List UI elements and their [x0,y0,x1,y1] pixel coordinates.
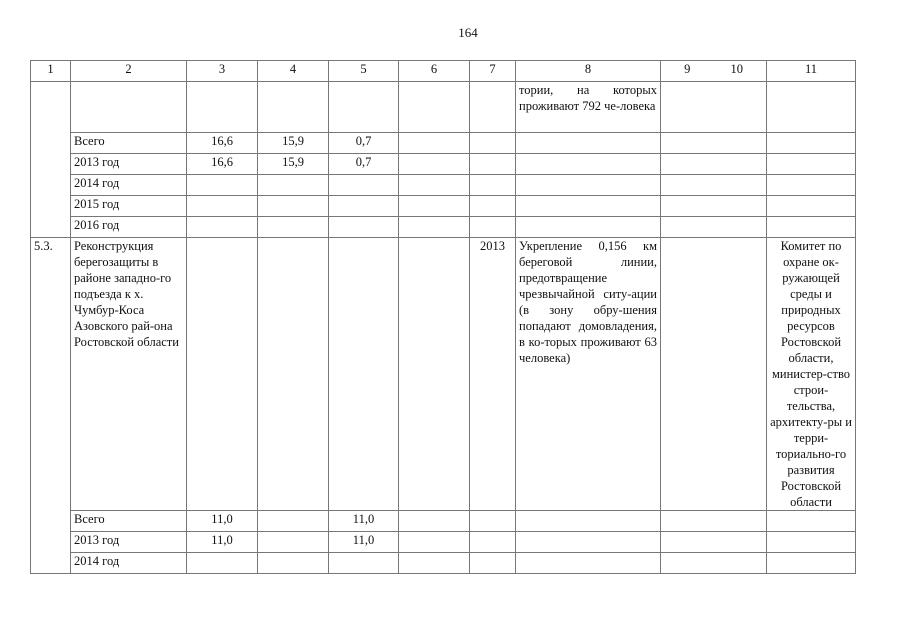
header-cell: 10 [730,62,743,76]
value-cell: 11,0 [187,532,258,553]
header-cell: 4 [258,61,329,82]
table-row [31,196,856,217]
value-cell [187,196,258,217]
row-label: 2014 год [71,553,187,574]
value-cell: 16,6 [187,133,258,154]
row-label: 2013 год [71,154,187,175]
header-cell: 5 [329,61,399,82]
value-cell: 11,0 [329,532,399,553]
header-cell: 3 [187,61,258,82]
row-label: Всего [71,511,187,532]
value-cell: 0,7 [329,154,399,175]
value-cell: 15,9 [258,154,329,175]
row-label: Всего [71,133,187,154]
value-cell [329,175,399,196]
table-row [31,532,856,553]
value-cell [187,217,258,238]
row-label: 2014 год [71,175,187,196]
row-label: 2016 год [71,217,187,238]
continuation-num-cell [31,82,71,238]
header-cell: 6 [399,61,470,82]
value-cell [258,196,329,217]
table-row [31,154,856,175]
item-executor: Комитет по охране ок-ружающей среды и природных ресурсов Ростовской области, министер-ство строи-тельства, архитекту-ры и терри-ториально-го развития Ростовской области [767,238,856,511]
value-cell: 11,0 [187,511,258,532]
header-cell: 9 [684,62,691,76]
header-cell: 11 [767,61,856,82]
value-cell [329,553,399,574]
item-name: Реконструкция берегозащиты в районе западно-го подъезда к х. Чумбур-Коса Азовского рай-она Ростовской области [71,238,187,511]
row-label: 2013 год [71,532,187,553]
header-cell: 8 [516,61,661,82]
value-cell: 16,6 [187,154,258,175]
continuation-row [31,82,856,133]
value-cell [329,217,399,238]
header-cell-9-10 [661,61,767,82]
table-row [31,175,856,196]
item-year: 2013 [470,238,516,511]
item-number: 5.3. [31,238,71,574]
value-cell: 0,7 [329,133,399,154]
header-cell: 2 [71,61,187,82]
value-cell [187,175,258,196]
value-cell [258,511,329,532]
header-cell: 7 [470,61,516,82]
header-cell: 1 [31,61,71,82]
program-table [30,60,856,574]
value-cell [187,553,258,574]
table-row [31,553,856,574]
table-row [31,511,856,532]
value-cell: 11,0 [329,511,399,532]
item-row [31,238,856,511]
table-row [31,133,856,154]
value-cell: 15,9 [258,133,329,154]
value-cell [258,175,329,196]
table-row [31,217,856,238]
value-cell [258,217,329,238]
value-cell [258,532,329,553]
continuation-result-text: тории, на которых проживают 792 че-ловека [516,82,661,133]
row-label: 2015 год [71,196,187,217]
value-cell [329,196,399,217]
page-number: 164 [458,25,478,40]
header-row [31,61,856,82]
item-result: Укрепление 0,156 км береговой линии, предотвращение чрезвычайной ситу-ации (в зону обру-шения попадают домовладения, в ко-торых проживают 63 человека) [516,238,661,511]
value-cell [258,553,329,574]
